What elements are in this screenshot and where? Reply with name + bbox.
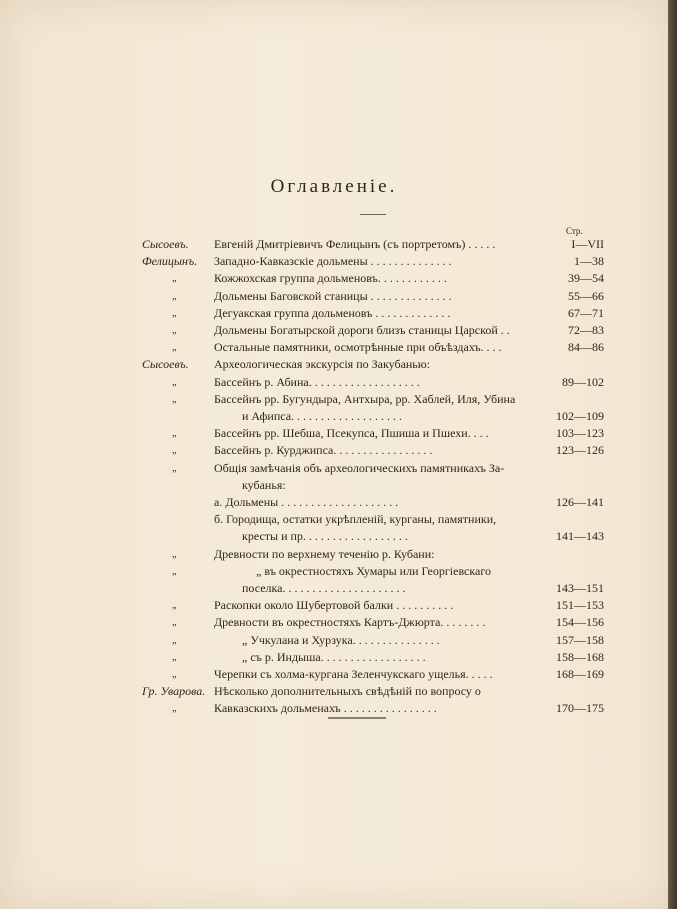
toc-page-range: 154—156 <box>556 615 604 630</box>
toc-page-range: 102—109 <box>556 409 604 423</box>
toc-row <box>0 408 668 425</box>
toc-entry-title: Евгенiй Дмитрiевичъ Фелицынъ (съ портретомъ) . . . . . <box>214 237 496 251</box>
toc-entry-title: Бассейнъ р. Курджипса. . . . . . . . . . . . . . . . . <box>214 443 433 458</box>
toc-row <box>0 253 668 270</box>
toc-entry-title: Общiя замѣчанiя объ археологическихъ памятникахъ За- <box>214 460 505 475</box>
toc-row <box>0 563 668 580</box>
toc-row <box>0 614 668 631</box>
toc-row <box>0 425 668 442</box>
toc-entry-title: Древности по верхнему теченiю р. Кубани: <box>214 546 435 561</box>
toc-page-range: 67—71 <box>568 305 604 320</box>
toc-row <box>0 700 668 717</box>
toc-author: Гр. Уварова. <box>142 684 206 699</box>
toc-page-range: 151—153 <box>556 598 604 613</box>
toc-ditto-mark: „ <box>172 376 177 388</box>
toc-ditto-mark: „ <box>172 393 177 405</box>
toc-row <box>0 597 668 614</box>
toc-entry-title: поселка. . . . . . . . . . . . . . . . . . . . . <box>242 581 406 595</box>
toc-row <box>0 580 668 597</box>
toc-ditto-mark: „ <box>172 565 177 577</box>
toc-row <box>0 666 668 683</box>
toc-ditto-mark: „ <box>172 617 177 629</box>
toc-ditto-mark: „ <box>172 342 177 354</box>
toc-row <box>0 477 668 494</box>
toc-entry-title: а. Дольмены . . . . . . . . . . . . . . . . . . . . <box>214 495 399 509</box>
toc-row <box>0 511 668 528</box>
toc-entry-title: и Афипса. . . . . . . . . . . . . . . . . . . <box>242 409 403 423</box>
toc-entry-title: кубанья: <box>242 477 286 492</box>
toc-entry-title: Археологическая экскурсiя по Закубанью: <box>214 357 431 372</box>
toc-ditto-mark: „ <box>172 462 177 474</box>
toc-page-range: 157—158 <box>556 632 604 647</box>
toc-row <box>0 442 668 459</box>
toc-entry-title: Бассейнъ рр. Бугундыра, Антхыра, рр. Хаблей, Иля, Убина <box>214 391 516 406</box>
toc-entry-title: Кожжохская группа дольменовъ. . . . . . . . . . . . <box>214 271 447 286</box>
toc-author: Фелицынъ. <box>142 254 198 269</box>
toc-entry-title: Дольмены Богатырской дороги близъ станицы Царской . . <box>214 323 510 337</box>
toc-entry-title: Остальные памятники, осмотрѣнные при объѣздахъ. . . . <box>214 340 502 355</box>
toc-ditto-mark: „ <box>172 600 177 612</box>
toc-row <box>0 356 668 373</box>
toc-entry-title: Бассейнъ рр. Шебша, Псекупса, Пшиша и Пшехи. . . . <box>214 426 489 441</box>
toc-entry-title: Бассейнъ р. Абина. . . . . . . . . . . . . . . . . . . <box>214 374 420 389</box>
toc-entry-title: кресты и пр. . . . . . . . . . . . . . . . . . <box>242 529 408 544</box>
toc-page-range: 72—83 <box>568 323 604 337</box>
toc-page-range: 84—86 <box>568 340 604 355</box>
toc-page-range: 170—175 <box>556 701 604 716</box>
pages-column-header: Стр. <box>566 226 583 236</box>
toc-ditto-mark: „ <box>172 669 177 680</box>
toc-row <box>0 236 668 253</box>
toc-row <box>0 288 668 305</box>
toc-page-range: 168—169 <box>556 667 604 681</box>
toc-row <box>0 683 668 700</box>
toc-row <box>0 322 668 339</box>
toc-page-range: 103—123 <box>556 426 604 441</box>
toc-ditto-mark: „ <box>172 634 177 646</box>
toc-entry-title: Кавказскихъ дольменахъ . . . . . . . . . . . . . . . . <box>214 701 437 716</box>
toc-ditto-mark: „ <box>172 548 177 560</box>
toc-page-range: 143—151 <box>556 581 604 595</box>
toc-row <box>0 494 668 511</box>
toc-page-range: 123—126 <box>556 443 604 458</box>
toc-page-range: 141—143 <box>556 529 604 544</box>
toc-ditto-mark: „ <box>172 273 177 285</box>
toc-entry-title: Западно-Кавказскiе дольмены . . . . . . . . . . . . . . <box>214 254 452 269</box>
toc-row <box>0 528 668 545</box>
toc-entry-title: б. Городища, остатки укрѣпленiй, курганы, памятники, <box>214 512 497 527</box>
toc-row <box>0 305 668 322</box>
toc-author: Сысоевъ. <box>142 357 189 372</box>
title-divider <box>360 214 386 215</box>
toc-page-range: 126—141 <box>556 495 604 509</box>
toc-page-range: 55—66 <box>568 288 604 303</box>
toc-entry-title: „ Учкулана и Хурзука. . . . . . . . . . . . . . . <box>242 632 440 647</box>
toc-page-range: 158—168 <box>556 649 604 664</box>
toc-author: Сысоевъ. <box>142 237 189 251</box>
toc-entry-title: Черепки съ холма-кургана Зеленчукскаго ущелья. . . . . <box>214 667 493 681</box>
toc-row <box>0 460 668 477</box>
toc-ditto-mark: „ <box>172 307 177 319</box>
toc-page-range: 39—54 <box>568 271 604 286</box>
toc-ditto-mark: „ <box>172 445 177 457</box>
toc-ditto-mark: „ <box>172 703 177 715</box>
toc-page-range: 89—102 <box>562 374 604 389</box>
toc-row <box>0 339 668 356</box>
toc-entry-title: Раскопки около Шубертовой балки . . . . . . . . . . <box>214 598 454 613</box>
toc-ditto-mark: „ <box>172 428 177 440</box>
toc-entry-title: „ въ окрестностяхъ Хумары или Георгiевскаго <box>256 563 491 578</box>
toc-row <box>0 649 668 666</box>
toc-ditto-mark: „ <box>172 290 177 302</box>
toc-entry-title: Древности въ окрестностяхъ Картъ-Джюрта. . . . . . . . <box>214 615 486 630</box>
toc-row <box>0 374 668 391</box>
page-title: Оглавленiе. <box>270 176 398 197</box>
toc-ditto-mark: „ <box>172 651 177 663</box>
toc-row <box>0 270 668 287</box>
page-edge <box>668 0 677 909</box>
toc-row <box>0 391 668 408</box>
toc-entry-title: Нѣсколько дополнительныхъ свѣдѣнiй по вопросу о <box>214 684 481 699</box>
toc-ditto-mark: „ <box>172 325 177 336</box>
closing-divider <box>328 717 386 719</box>
toc-row <box>0 632 668 649</box>
toc-page-range: I—VII <box>571 237 604 251</box>
toc-entry-title: „ съ р. Индыша. . . . . . . . . . . . . . . . . . <box>242 649 426 664</box>
toc-entry-title: Дегуакская группа дольменовъ . . . . . . . . . . . . . <box>214 305 451 320</box>
toc-page-range: 1—38 <box>574 254 604 269</box>
toc-entry-title: Дольмены Баговской станицы . . . . . . . . . . . . . . <box>214 288 452 303</box>
toc-row <box>0 546 668 563</box>
